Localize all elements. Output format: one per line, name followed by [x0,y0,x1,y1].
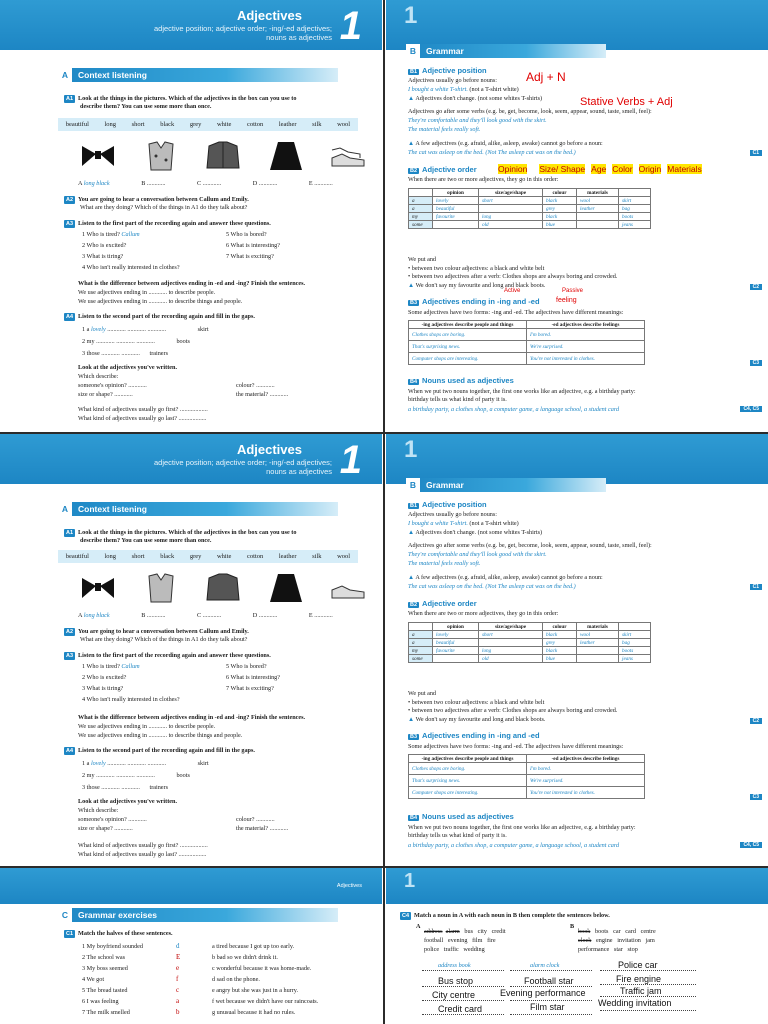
annotation-adjective-order: Opinion Size/ Shape Age Color Origin Materials [498,164,702,174]
handwritten-answer: Traffic jam [620,986,662,996]
exercises-page-left: Adjectives C Grammar exercises C1 Match the halves of these sentences. 1 My boyfriend sounded 2 The school was 3 My boss seemed 4 We got 5 The bread tasted 6 I was feeling 7 The milk smelled d E e f c a b a tired because I got up too early. b bad so we didn't drink it. c wonderful because it was home-made. d sad on the phone. e angry but she was just in a hurry. f wet because we didn't have our raincoats. g unusual because it had no rules. [0,868,382,1024]
grammar-page-right-copy: 1 B Grammar B1 Adjective position Adjectives usually go before nouns: I bought a white T-shirt. (not a T-shirt white) ▲ Adjectives don't change. (not some whites T-shirts) Adjectives go after some verbs (e.g. be, get, become, look, seem, appear, sound, taste, smell, feel): They're comfortable and they'll look good with the skirt. The material feels really soft. ▲ A few adjectives (e.g. afraid, alike, asleep, awake) cannot go before a noun: The cat was asleep on the bed. (Not The asleep cat was on the bed.) C1 B2 Adjective order When there are two or more adjectives, they go in this order: opinion size/age/shape colour materials a lovely short black wool skirt a beautiful grey leather bag my favourite long black boots some old blue jeans We put and • between two colour adjectives: a black and white belt • between two adjectives after a verb: Clothes shops are always boring and crowded. ▲ We don't say my favourite and long and black boots. C2 B3 Adjectives ending in -ing and -ed Some adjectives have two forms: -ing and -ed. The adjectives have different meanings: -ing adjectives describe people and things -ed adjectives describe feelings Clothes shops are boring. I'm bored. That's surprising news. We're surprised. Computer shops are interesting. You're not interested in clothes. C3 B4 Nouns used as adjectives When we put two nouns together, the first one works like an adjective, e.g. a birthday party: birthday tells us what kind of party it is. a birthday party, a clothes shop, a computer game, a language school, a student card C4, C5 [386,434,768,866]
unit-title: Adjectives [236,8,302,23]
match-answer: e [176,964,180,972]
annotation-adj-n: Adj + N [526,70,566,84]
page-divider [383,434,385,866]
grammar-banner: 1 [386,0,768,50]
handwritten-answer: Fire engine [616,974,662,984]
noun-box-a: address alarm bus city credit football evening film fire police traffic wedding [424,928,506,953]
match-answer: b [176,1008,180,1016]
unit-number: 1 [339,4,362,48]
jacket-icon [203,570,243,606]
table-row: Clothes shops are boring. I'm bored. [409,763,645,775]
unit-banner [0,0,382,50]
skirt-icon [266,138,306,174]
trainers-icon [328,570,368,606]
table-row: some old blue jeans [409,655,651,663]
skirt-icon [266,570,306,606]
match-answer: d [176,942,180,950]
page-divider [383,0,385,432]
handwritten-answer: long black [83,180,110,187]
clothes-pictures [78,136,368,176]
unit-subtitle: adjective position; adjective order; -ing/-ed adjectives; nouns as adjectives [153,24,332,42]
handwritten-answer: Police car [618,960,658,970]
handwritten-answer: Wedding invitation [598,998,672,1008]
table-row: a beautiful grey leather bag [409,205,651,213]
match-answer: c [176,986,180,994]
exercises-page-right: 1 C4 Match a noun in A with each noun in B then complete the sentences below. A address alarm bus city credit football evening film fire police traffic wedding B book boots car card centre clock engine invitation jam performance star stop address book alarm clock Police car Bus stop Football star Fire engine City centre Evening performance Traffic jam Credit card Film star Wedding invitation [386,868,768,1024]
bow-tie-icon [78,570,118,606]
section-heading: A Context listening [58,68,338,82]
handwritten-answer: Football star [524,976,574,986]
adjective-order-table: opinion size/age/shape colour materials a lovely short black wool skirt a beautiful grey leather bag my favourite long black boots some old blue jeans [408,188,651,229]
handwritten-answer: Bus stop [438,976,474,986]
match-answer: f [176,975,179,983]
handwritten-answer: Evening performance [500,988,586,998]
table-row: some old blue jeans [409,221,651,229]
unit-page-left-copy: Adjectives adjective position; adjective order; -ing/-ed adjectives; nouns as adjectives 1 A Context listening A1 Look at the things in the pictures. Which of the adjectives in the box can you use to describe them? You can use some more than once. beautiful long short black grey white cotton leather silk wool A long black B ............ C ............ D ............ E ............ A2 You are going to hear a conversation between Callum and Emily. What are they doing? Which of the things in A1 do they talk about? A3 Listen to the first part of the recording again and answer these questions. 1 Who is tired? Callum 2 Who is excited? 3 What is tiring? 4 Who isn't really interested in clothes? 5 Who is bored? 6 What is interesting? 7 What is exciting? What is the difference between adjectives ending in -ed and -ing? Finish the sentences. We use adjectives ending in ............ to describe people. We use adjectives ending in ............ to describe things and people. A4 Listen to the second part of the recording again and fill in the gaps. 1 a lovely ............ ............ ............ skirt 2 my ............ ............ ............ boots 3 those ............ ............ trainers Look at the adjectives you've written. Which describe: someone's opinion? ............ size or shape? ............ colour? ............ the material? ............ What kind of adjectives usually go first? .................. What kind of adjectives usually go last? .................. [0,434,382,866]
annotation-stative-verbs: Stative Verbs + Adj [580,96,673,108]
handwritten-answer: City centre [432,990,476,1000]
handwritten-answer: Film star [530,1002,565,1012]
match-answer: E [176,953,181,961]
table-row: my favourite long black boots [409,213,651,221]
table-row: a lovely short black wool skirt [409,631,651,639]
table-row: That's surprising news. We're surprised. [409,775,645,787]
noun-box-b: book boots car card centre clock engine invitation jam performance star stop [578,928,656,953]
adjective-word-box: beautiful long short black grey white cotton leather silk wool [58,118,358,131]
grammar-page-right: 1 B Grammar B1 Adjective position Adjectives usually go before nouns: Adj + N I bought a white T-shirt. (not a T-shirt white) ▲ Adjectives don't change. (not some whites T-shirts) Stative Verbs + Adj Adjectives go after some verbs (e.g. be, get, become, look, seem, appear, sound, taste, smell, feel): They're comfortable and they'll look good with the skirt. The material feels really soft. ▲ A few adjectives (e.g. afraid, alike, asleep, awake) cannot go before a noun: The cat was asleep on the bed. (Not The asleep cat was on the bed.) C1 B2 Adjective order Opinion Size/ Shape Age Color Origin Materials When there are two or more adjectives, they go in this order: opinion size/age/shape colour materials a lovely short black wool skirt a beautiful grey leather bag my favourite long black boots some old blue jeans We put and • between two colour adjectives: a black and white belt • between two adjectives after a verb: Clothes shops are always boring and crowded. ▲ We don't say my favourite and long and black boots. C2 Active Passive B3 Adjectives ending in -ing and -ed feeling Some adjectives have two forms: -ing and -ed. The adjectives have different meanings: -ing adjectives describe people and things -ed adjectives describe feelings Clothes shops are boring. I'm bored. That's surprising news. We're surprised. Computer shops are interesting. You're not interested in clothes. C3 B4 Nouns used as adjectives When we put two nouns together, the first one works like an adjective, e.g. a birthday party: birthday tells us what kind of party it is. a birthday party, a clothes shop, a computer game, a language school, a student card C4, C5 [386,0,768,432]
table-row: Clothes shops are boring. I'm bored. [409,329,645,341]
table-row: That's surprising news. We're surprised. [409,341,645,353]
shirt-icon [141,570,181,606]
handwritten-answer: Credit card [438,1004,483,1014]
jacket-icon [203,138,243,174]
bow-tie-icon [78,138,118,174]
shirt-icon [141,138,181,174]
table-row: a lovely short black wool skirt [409,197,651,205]
unit-page-left: Adjectives adjective position; adjective order; -ing/-ed adjectives; nouns as adjectives 1 A Context listening A1 Look at the things in the pictures. Which of the adjectives in the box can you use to describe them? You can use some more than once. beautiful long short black grey white cotton leather silk wool A long black B ............ C ............ D ............ E ............ A2 You are going to hear a conversation between Callum and Emily. What are they doing? Which of the things in A1 do they talk about? A3 Listen to the first part of the recording again and answer these questions. 1 Who is tired? Callum 2 Who is excited? 3 What is tiring? 4 Who isn't really interested in clothes? 5 Who is bored? 6 What is interesting? 7 What is exciting? What is the difference between adjectives ending in -ed and -ing? Finish the sentences. We use adjectives ending in ............ to describe people. We use adjectives ending in ............ to describe things and people. A4 Listen to the second part of the recording again and fill in the gaps. 1 a lovely ............ ............ ............ skirt 2 my ............ ............ ............ boots 3 those ............ ............ trainers Look at the adjectives you've written. Which describe: someone's opinion? ............ size or shape? ............ colour? ............ the material? ............ What kind of adjectives usually go first? .................. What kind of adjectives usually go last? .................. [0,0,382,432]
table-row: my favourite long black boots [409,647,651,655]
trainers-icon [328,138,368,174]
page-divider [383,868,385,1024]
ing-ed-table: -ing adjectives describe people and things -ed adjectives describe feelings Clothes shops are boring. I'm bored. That's surprising news. We're surprised. Computer shops are interesting. You're not interested in clothes. [408,320,645,365]
section-heading: C Grammar exercises [58,908,338,922]
match-answer: a [176,997,180,1005]
table-row: Computer shops are interesting. You're not interested in clothes. [409,787,645,799]
unit-banner: Adjectives adjective position; adjective order; -ing/-ed adjectives; nouns as adjectives 1 [0,434,382,484]
table-row: Computer shops are interesting. You're not interested in clothes. [409,353,645,365]
section-heading: B Grammar [406,44,606,58]
table-row: a beautiful grey leather bag [409,639,651,647]
